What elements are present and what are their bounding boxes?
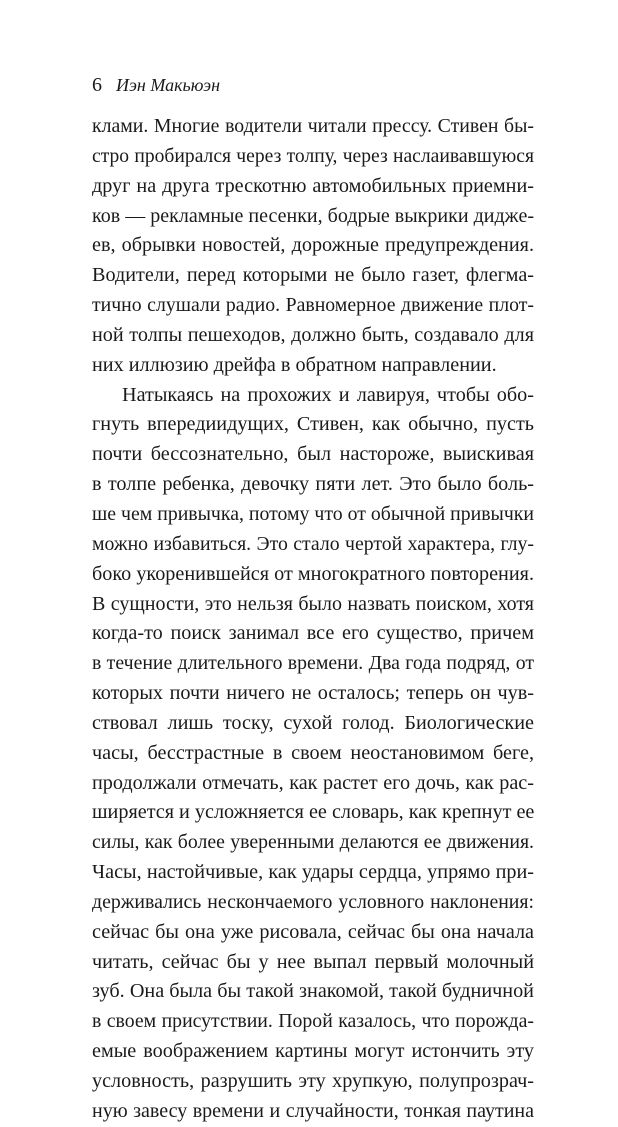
text-line: ствовал лишь тоску, сухой голод. Биологические (92, 711, 534, 734)
text-line: почти бессознательно, был настороже, выискивая (92, 443, 534, 466)
text-line: Водители, перед которыми не было газет, флегма- (92, 264, 534, 287)
text-line: условность, разрушить эту хрупкую, полупрозрач- (92, 1070, 534, 1092)
text-line: емые воображением картины могут истончить эту (92, 1040, 534, 1063)
text-line: клами. Многие водители читали прессу. Стивен бы- (92, 115, 534, 137)
text-line: можно избавиться. Это стало чертой характера, глу- (92, 532, 534, 555)
text-line: ную завесу времени и случайности, тонкая паутина (92, 1099, 534, 1122)
author-name: Иэн Макьюэн (116, 75, 221, 95)
text-line: них иллюзию дрейфа в обратном направлении. (92, 353, 497, 376)
running-head (92, 74, 220, 100)
text-line: ше чем привычка, потому что от обычной привычки (92, 502, 534, 525)
text-line: держивались нескончаемого условного наклонения: (92, 890, 534, 913)
text-line: тично слушали радио. Равномерное движение плот- (92, 294, 534, 317)
body-text (92, 112, 534, 1127)
text-line: зуб. Она была бы такой знакомой, такой будничной (92, 980, 534, 1003)
text-line: Натыкаясь на прохожих и лавируя, чтобы обо- (122, 383, 534, 406)
text-line: ков — рекламные песенки, бодрые выкрики диджe- (92, 204, 534, 227)
text-line: ев, обрывки новостей, дорожные предупреждения. (92, 234, 534, 257)
text-line: сейчас бы она уже рисовала, сейчас бы она начала (92, 920, 534, 943)
text-line: гнуть впередиидущих, Стивен, как обычно, пусть (92, 413, 534, 436)
page-number: 6 (92, 74, 102, 96)
text-line: продолжали отмечать, как растет его дочь, как рас- (92, 771, 534, 794)
text-line: в своем присутствии. Порой казалось, что порожда- (92, 1010, 534, 1033)
text-line: которых почти ничего не осталось; теперь он чув- (92, 682, 534, 705)
text-line: силы, как более уверенными делаются ее движения. (92, 831, 534, 854)
text-line: ширяется и усложняется ее словарь, как крепнут ее (92, 801, 534, 824)
text-line: ной толпы пешеходов, должно быть, создавало для (92, 323, 534, 346)
text-line: в течение длительного времени. Два года подряд, от (92, 652, 534, 675)
text-line: друг на друга трескотню автомобильных приемни- (92, 174, 534, 197)
text-line: Часы, настойчивые, как удары сердца, упрямо при- (92, 861, 534, 884)
text-line: стро пробирался через толпу, через наслаивавшуюся (92, 145, 534, 167)
text-line: в толпе ребенка, девочку пяти лет. Это было боль- (92, 473, 534, 496)
text-line: когда-то поиск занимал все его существо, причем (92, 622, 534, 645)
text-line: В сущности, это нельзя было назвать поиском, хотя (92, 592, 534, 615)
text-line: читать, сейчас бы у нее выпал первый молочный (92, 950, 534, 973)
text-line: боко укоренившейся от многократного повторения. (92, 562, 534, 585)
text-line: часы, бесстрастные в своем неостановимом беге, (92, 741, 534, 764)
